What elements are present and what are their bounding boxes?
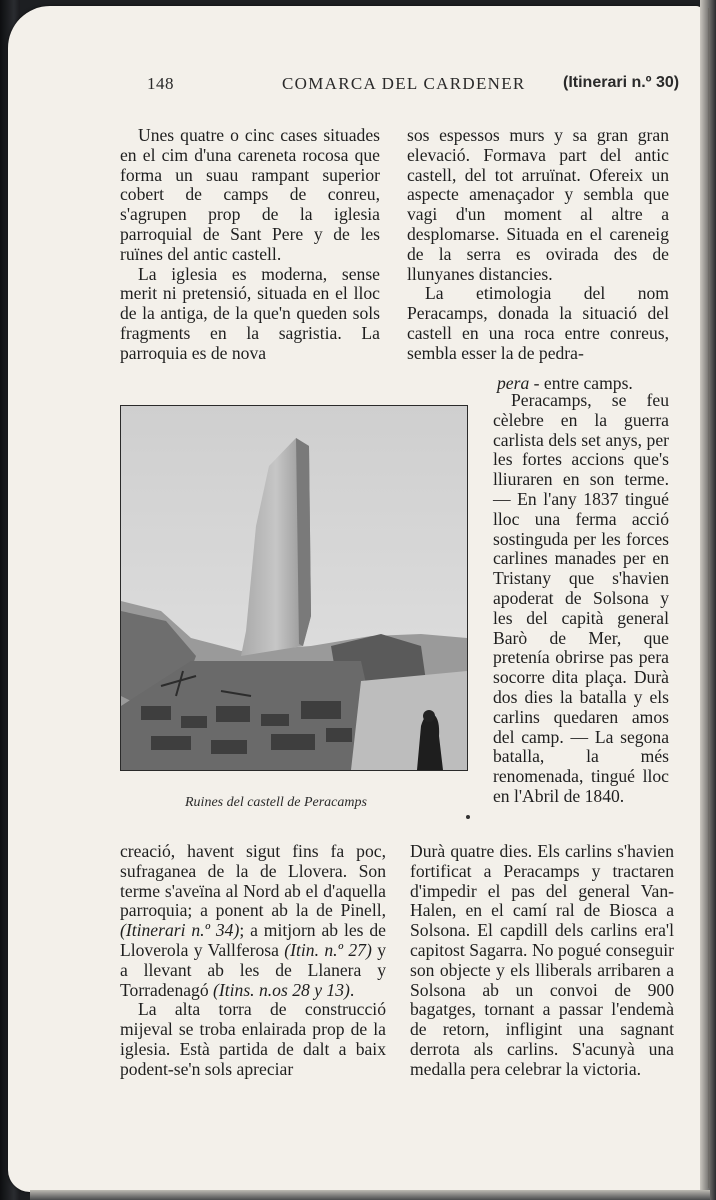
column-right-bottom — [410, 842, 674, 1080]
paragraph: Peracamps, se feu cèlebre en la guerra carlista dels set anys, per les fortes accions que's lliuraren en son terme. — En l'any 1837 tingué lloc una ferma acció sostinguda per les forces carlines manades per en Tristany que s'havien apoderat de Solsona y les del capità general Barò de Mer, que pretenía obrirse pas pera socorre dita plaça. Durà dos dies la batalla y els carlins quedaren amos del camp. — La segona batalla, la més renomenada, tingué lloc en l'Abril de 1840. — [493, 390, 669, 806]
column-right-top — [407, 126, 669, 364]
pera-rest: - entre camps. — [529, 373, 633, 393]
itinerary-ref: (Itins. n.os 28 y 13) — [213, 979, 350, 1000]
page-edge-line — [708, 8, 710, 1188]
paragraph: sos espessos murs y sa gran gran elevació. Formava part del antic castell, del tot arruïnat. Ofereix un aspecte amenaçador y sembla que vagi d'un moment al altre a desplomarse. Situada en el careneig de la serra es ovirada des de llunyanes distancies. — [407, 125, 669, 284]
paragraph: La alta torra de construcció mijeval se troba enlairada prop de la iglesia. Està partida de dalt a baix podent-se'n sols apreciar — [120, 999, 386, 1079]
castle-ruins-illustration — [121, 406, 467, 770]
paragraph: La etimologia del nom Peracamps, donada la situació del castell en una roca entre conreus, sembla esser la de pedra- — [407, 283, 669, 363]
paragraph: La iglesia es moderna, sense merit ni pretensió, situada en el lloc de la antiga, de la que'n queden sols fragments en la sagristia. La parroquia es de nova — [120, 263, 380, 363]
itinerary-ref: (Itin. n.º 27) — [284, 939, 372, 960]
column-right-wrap — [493, 391, 669, 807]
page-number: 148 — [147, 74, 174, 93]
paragraph — [120, 842, 386, 1000]
itinerary-ref: (Itinerari n.º 34) — [120, 920, 240, 941]
column-left-top — [120, 126, 380, 364]
running-title: COMARCA DEL CARDENER — [282, 74, 526, 93]
text-run: ; a mitjorn ab les de Lloverola y Vallferosa — [120, 920, 386, 960]
castle-ruins-photo — [120, 405, 468, 771]
paragraph: Durà quatre dies. Els carlins s'havien fortificat a Peracamps y tractaren d'impedir el pas del general Van-Halen, en el camí ral de Biosca a Solsona. El capdill dels carlins era'l capitost Sagarra. No pogué conseguir son objecte y els lliberals arribaren a Solsona ab un convoi de 900 bagatges, tornant a passar l'endemà de retorn, infligint una sagnant derrota als carlins. S'acunyà una medalla pera celebrar la victoria. — [410, 841, 674, 1079]
pera-word: pera — [497, 373, 530, 393]
paragraph: Unes quatre o cinc cases situades en el cim d'una careneta rocosa que forma un suau rampant superior cobert de camps de conreu, s'agrupen prop de la iglesia parroquial de Sant Pere y de les ruïnes del antic castell. — [120, 125, 380, 264]
page-bottom-edge — [30, 1190, 710, 1200]
print-speck — [466, 815, 470, 819]
column-left-bottom — [120, 842, 386, 1080]
itinerary-reference: (Itinerari n.º 30) — [563, 74, 680, 91]
text-run: creació, havent sigut fins fa poc, sufraganea de la de Llovera. Son terme s'aveïna al Nord ab el d'aquella parroquia; a ponent ab la de Pinell, — [120, 841, 386, 921]
text-run: . — [349, 979, 355, 1000]
text-run: y a llevant ab les de Llanera y Torradenagó — [120, 939, 386, 1000]
photo-caption: Ruines del castell de Peracamps — [185, 795, 367, 810]
